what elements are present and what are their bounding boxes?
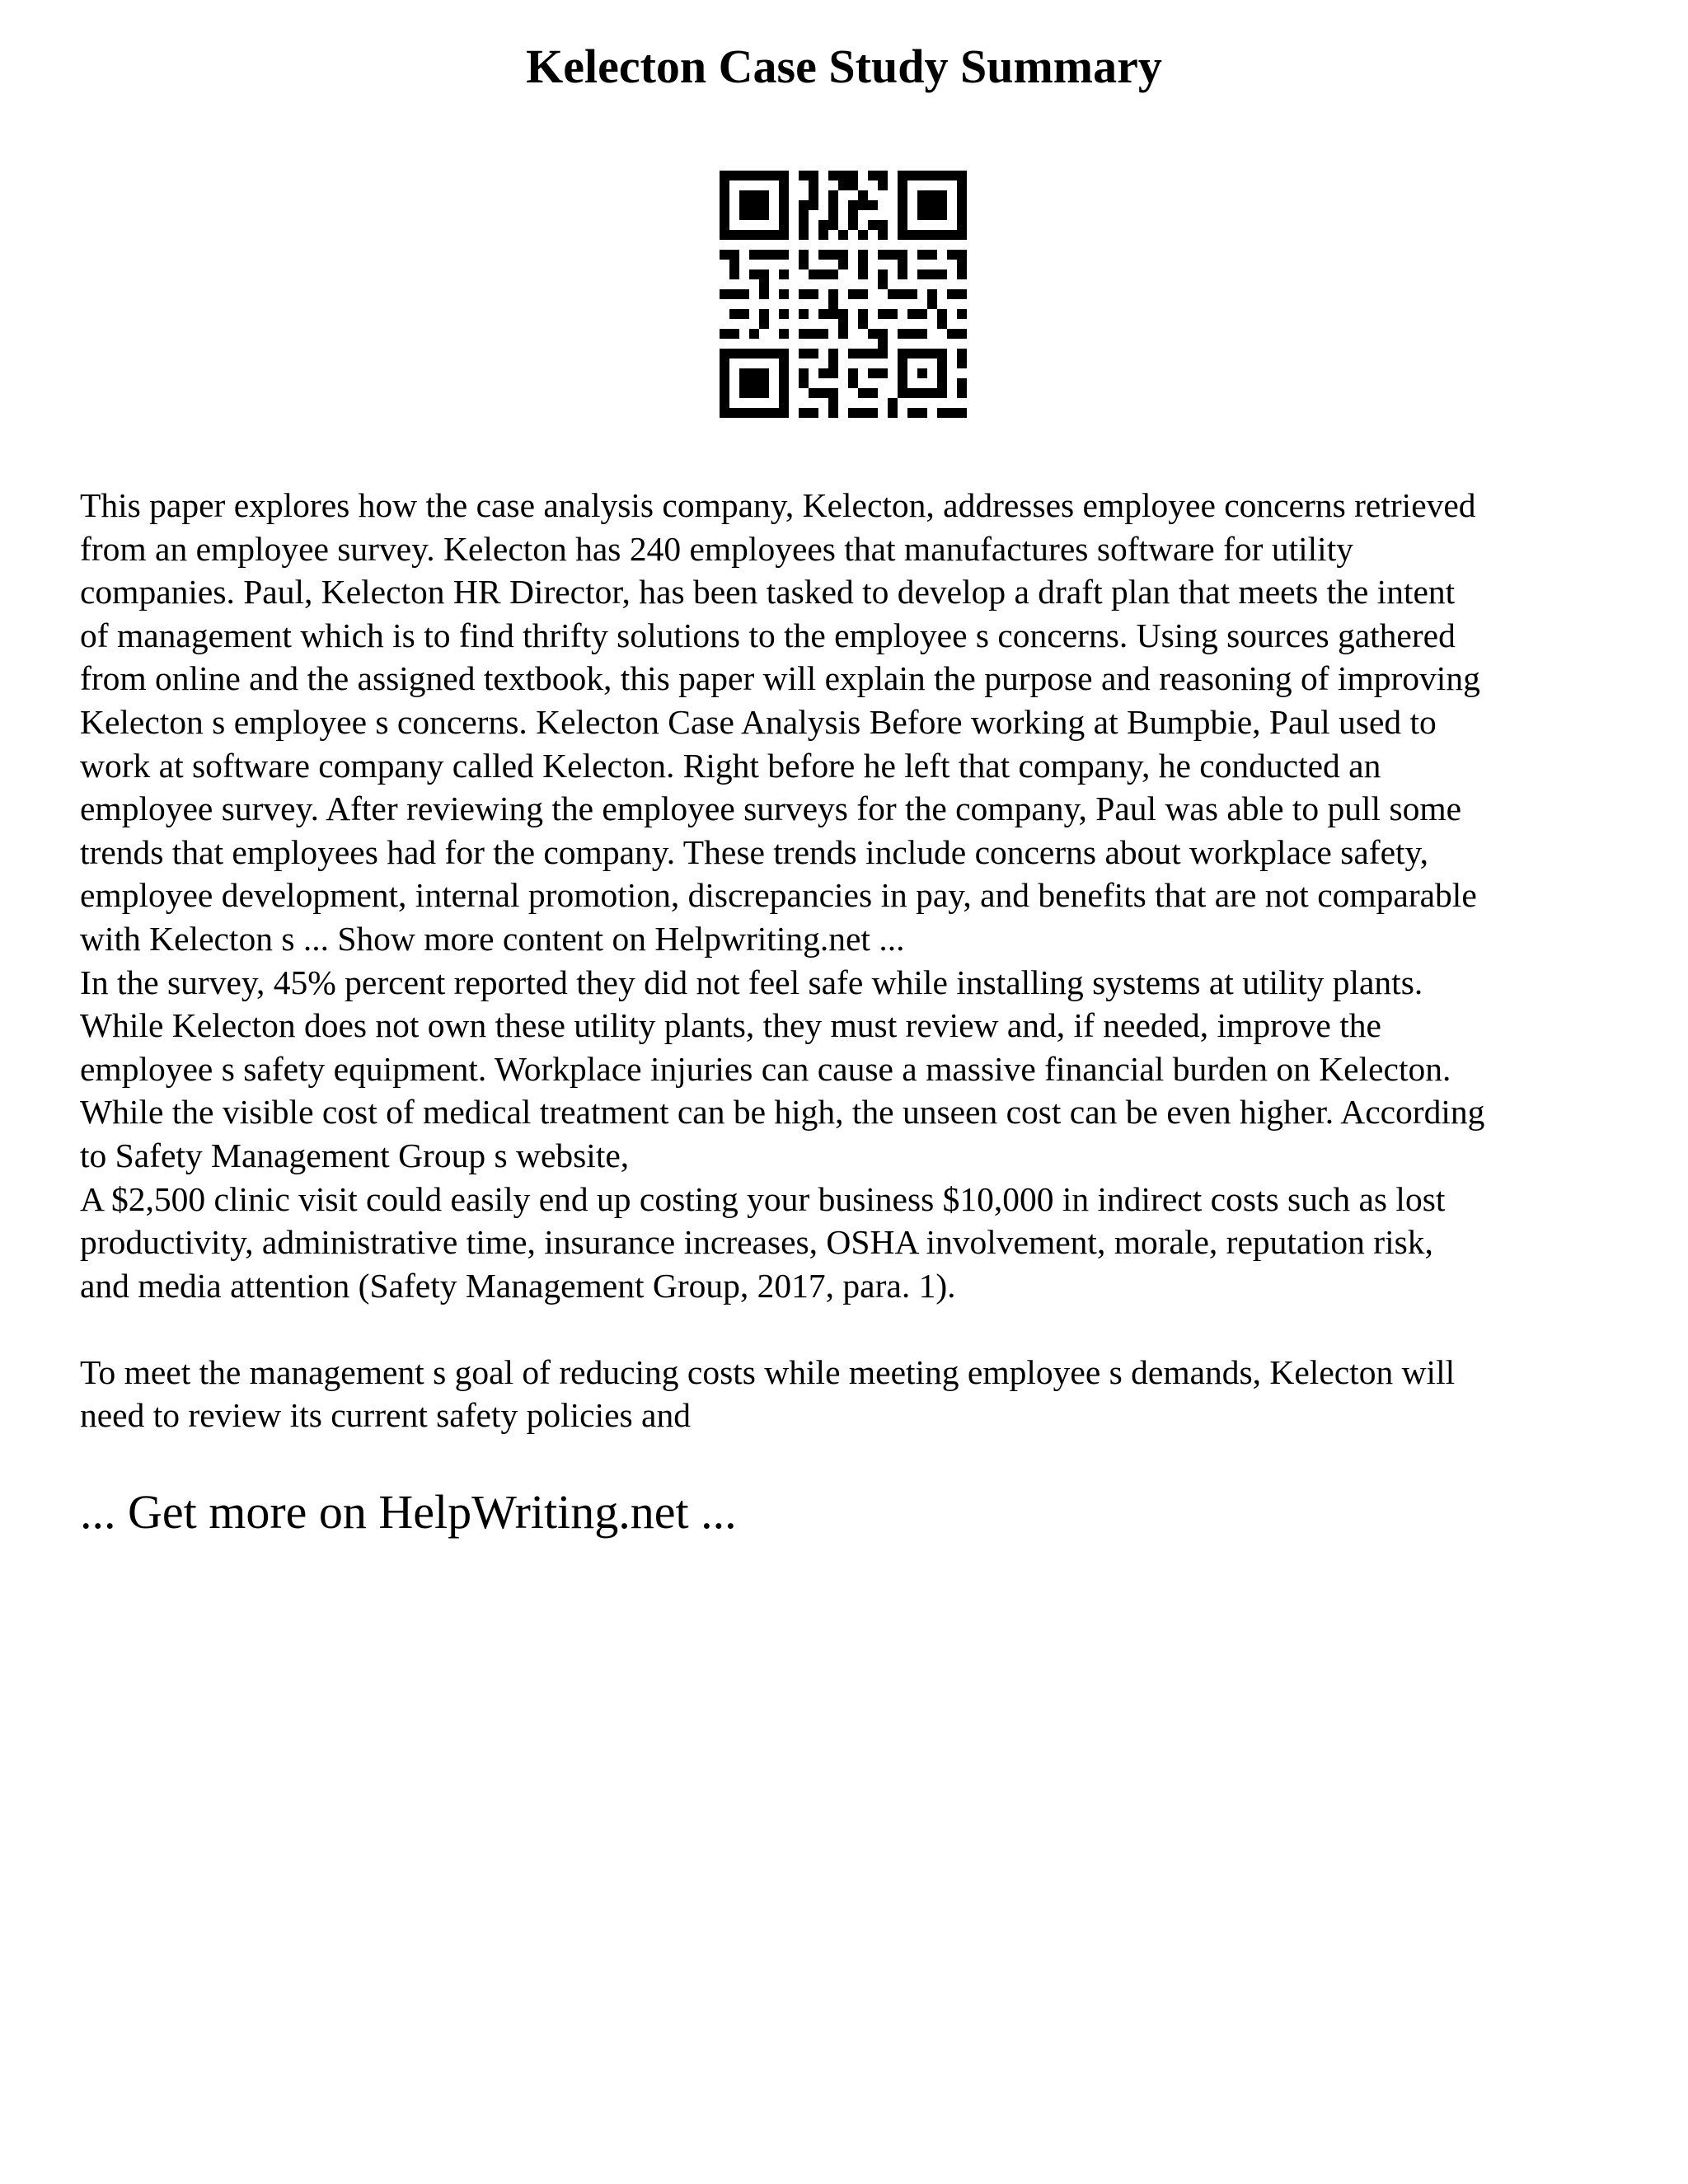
paragraph-survey: In the survey, 45% percent reported they did not feel safe while installing systems at utility plants. While Kelecton does not own these utility plants, they must review and, if needed, improve the employee s safety equipment. Workplace injuries can cause a massive financial burden on Kelecton. While the visible cost of medical treatment can be high, the unseen cost can be even higher. According to Safety Management Group s website, [80,963,1485,1174]
paragraph-intro: This paper explores how the case analysis company, Kelecton, addresses employee concerns retrieved from an employee survey. Kelecton has 240 employees that manufactures software for utility companies. Paul, Kelecton HR Director, has been tasked to develop a draft plan that meets the intent of management which is to find thrifty solutions to the employee s concerns. Using sources gathered from online and the assigned textbook, this paper will explain the purpose and reasoning of improving Kelecton s employee s concerns. Kelecton Case Analysis Before working at Bumpbie, Paul used to work at software company called Kelecton. Right before he left that company, he conducted an employee survey. After reviewing the employee surveys for the company, Paul was able to pull some trends that employees had for the company. These trends include concerns about workplace safety, employee development, internal promotion, discrepancies in pay, and benefits that are not comparable with Kelecton s ... Show more content on Helpwriting.net ... [80,486,1480,958]
article-body [80,484,1629,1437]
paragraph-quote: A $2,500 clinic visit could easily end up costing your business $10,000 in indirect costs such as lost productivity, administrative time, insurance increases, OSHA involvement, morale, reputation risk, and media attention (Safety Management Group, 2017, para. 1). [80,1179,1446,1305]
paragraph-spacer [80,1307,1629,1351]
page-title: Kelecton Case Study Summary [526,40,1162,93]
paragraph-goal: To meet the management s goal of reducing costs while meeting employee s demands, Kelecton will need to review its current safety policies and [80,1352,1456,1435]
qr-code-graphic [720,171,967,418]
qr-code-icon [720,171,967,418]
get-more-link[interactable]: ... Get more on HelpWriting.net ... [80,1485,737,1539]
